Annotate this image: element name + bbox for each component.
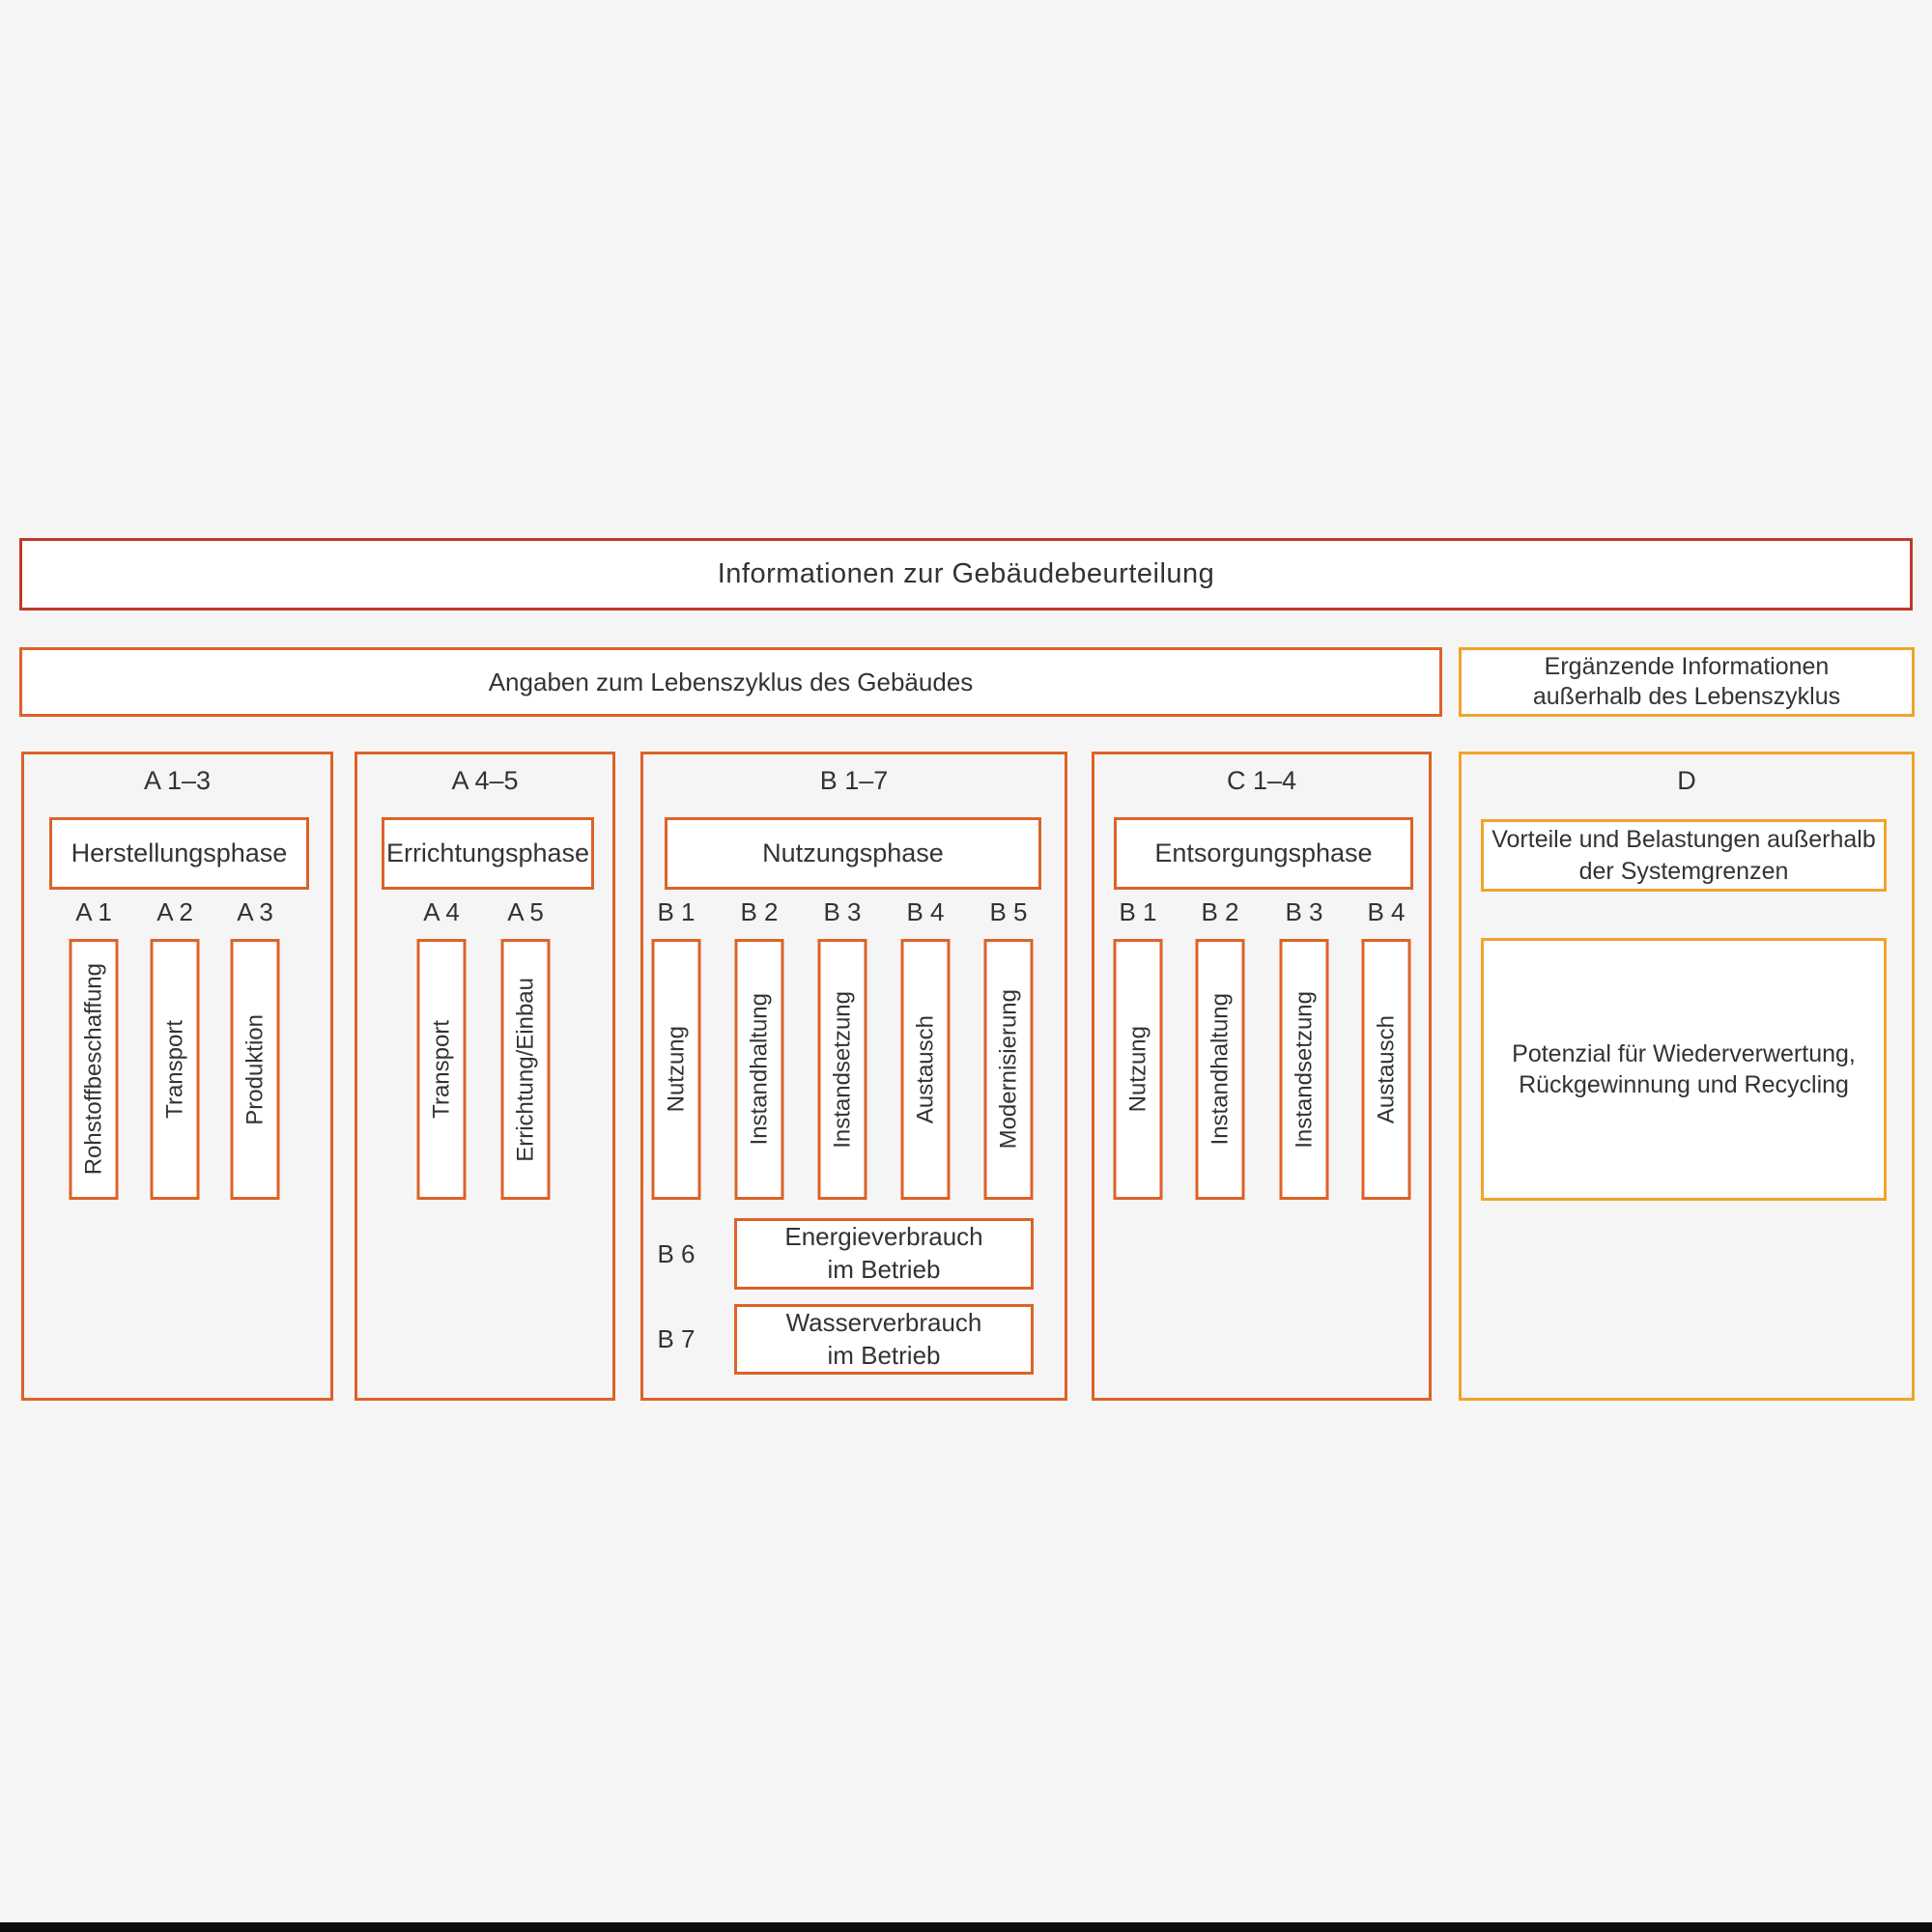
column-a4-5 (355, 752, 615, 1401)
module-name: Transport (428, 1020, 454, 1119)
phase-label: Errichtungsphase (385, 838, 590, 867)
title-banner (19, 538, 1913, 611)
module-box-a2 (151, 939, 200, 1200)
module-code-c2: B 2 (1201, 897, 1239, 926)
phase-box-herstellungsphase (49, 817, 309, 890)
module-name: Transport (161, 1020, 187, 1119)
module-box-c2 (1196, 939, 1245, 1200)
module-name: Nutzung (663, 1026, 689, 1113)
module-name: Errichtung/Einbau (512, 977, 538, 1162)
bottom-black-bar (0, 1922, 1932, 1932)
d-box-line2: der Systemgrenzen (1578, 857, 1789, 885)
module-name-line2: im Betrieb (827, 1340, 941, 1370)
column-d (1459, 752, 1915, 1401)
module-code-c1: B 1 (1119, 897, 1157, 926)
column-a1-3-label: A 1–3 (143, 766, 212, 795)
module-code-a4: A 4 (423, 897, 460, 926)
phase-box-errichtungsphase (382, 817, 594, 890)
module-box-c1 (1114, 939, 1163, 1200)
module-box-b3 (818, 939, 867, 1200)
module-box-b2 (735, 939, 784, 1200)
module-name: Instandsetzung (829, 990, 855, 1149)
module-name: Instandhaltung (746, 993, 772, 1146)
phase-label: Nutzungsphase (762, 838, 944, 867)
module-box-a5 (501, 939, 551, 1200)
module-name: Austausch (912, 1014, 938, 1124)
module-name-line2: im Betrieb (827, 1255, 941, 1284)
phase-box-nutzungsphase (665, 817, 1041, 890)
supplementary-banner (1459, 647, 1915, 717)
module-code-b3: B 3 (823, 897, 862, 926)
d-box-vorteile-belastungen (1481, 819, 1887, 892)
module-box-c3 (1280, 939, 1329, 1200)
module-code-b5: B 5 (989, 897, 1028, 926)
supplementary-banner-line1: Ergänzende Informationen (1544, 652, 1830, 680)
module-code-b6: B 6 (657, 1238, 696, 1268)
title-text: Informationen zur Gebäudebeurteilung (717, 558, 1215, 589)
module-code-a3: A 3 (237, 897, 273, 926)
module-box-a3 (231, 939, 280, 1200)
module-code-b2: B 2 (740, 897, 779, 926)
lifecycle-banner (19, 647, 1442, 717)
module-name: Instandsetzung (1291, 990, 1317, 1149)
module-box-b6 (734, 1218, 1034, 1290)
module-box-a4 (417, 939, 467, 1200)
module-name-line1: Energieverbrauch (784, 1222, 983, 1252)
module-name-line1: Wasserverbrauch (785, 1307, 982, 1337)
module-name: Rohstoffbeschaffung (80, 963, 106, 1176)
column-b1-7-label: B 1–7 (819, 766, 889, 795)
d-box-potenzial-recycling (1481, 938, 1887, 1201)
module-code-b4: B 4 (906, 897, 945, 926)
column-a4-5-label: A 4–5 (451, 766, 519, 795)
lifecycle-banner-text: Angaben zum Lebenszyklus des Gebäudes (488, 667, 974, 696)
column-b1-7 (640, 752, 1067, 1401)
phase-box-entsorgungsphase (1114, 817, 1413, 890)
module-box-c4 (1362, 939, 1411, 1200)
column-a1-3 (21, 752, 333, 1401)
module-box-b5 (984, 939, 1034, 1200)
module-box-b7 (734, 1304, 1034, 1375)
module-name: Austausch (1373, 1014, 1399, 1124)
module-box-b1 (652, 939, 701, 1200)
column-c1-4-label: C 1–4 (1226, 766, 1297, 795)
module-name: Produktion (242, 1013, 268, 1125)
module-code-a5: A 5 (507, 897, 544, 926)
phase-label: Entsorgungsphase (1154, 838, 1373, 867)
supplementary-banner-line2: außerhalb des Lebenszyklus (1532, 683, 1841, 710)
module-code-b1: B 1 (657, 897, 696, 926)
module-box-b4 (901, 939, 951, 1200)
module-name: Nutzung (1124, 1026, 1151, 1113)
module-box-a1 (70, 939, 119, 1200)
module-code-b7: B 7 (657, 1324, 696, 1353)
module-name: Modernisierung (995, 989, 1021, 1150)
d-box-line1: Vorteile und Belastungen außerhalb (1492, 826, 1876, 853)
module-code-a2: A 2 (156, 897, 193, 926)
module-code-a1: A 1 (75, 897, 112, 926)
column-c1-4 (1092, 752, 1432, 1401)
d-box-line2: Rückgewinnung und Recycling (1519, 1071, 1849, 1098)
phase-label: Herstellungsphase (71, 838, 288, 867)
column-d-label: D (1677, 766, 1696, 795)
d-box-line1: Potenzial für Wiederverwertung, (1512, 1039, 1856, 1067)
module-code-c4: B 4 (1367, 897, 1406, 926)
module-code-c3: B 3 (1285, 897, 1323, 926)
module-name: Instandhaltung (1207, 993, 1233, 1146)
